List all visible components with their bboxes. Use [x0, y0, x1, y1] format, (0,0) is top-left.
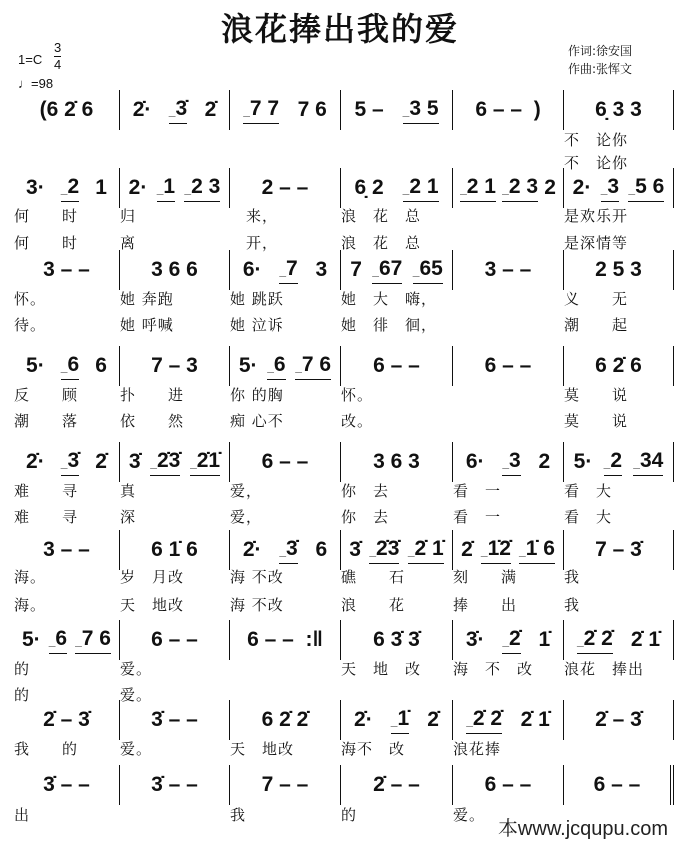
beamed-notes: _7 7 [243, 97, 279, 124]
lyric-text: 何 时 [14, 207, 79, 225]
lyric-text: 爱。 [120, 740, 153, 758]
beamed-notes: _6 [49, 627, 67, 654]
notes: 2̇· [132, 98, 152, 121]
lyric-text: 她 泣诉 [230, 316, 284, 334]
song-title: 浪花捧出我的爱 [220, 10, 459, 48]
measure [341, 765, 453, 805]
notes: 2̇ [461, 538, 473, 561]
lyric-text: 扑 进 [120, 386, 185, 404]
notes: 2 – – [261, 176, 309, 199]
lyric-text: 海。 [14, 596, 47, 614]
lyric-text: 我 的 [14, 740, 79, 758]
measure [341, 620, 453, 660]
lyric-text: 的 [341, 806, 358, 824]
notes: 3 – – [43, 258, 90, 281]
measure [564, 442, 674, 482]
staff-row [14, 442, 674, 482]
lyric-text: 出 [14, 806, 31, 824]
notes: 6 3̇ 3̇ [373, 628, 420, 651]
notes: 2̇· [26, 450, 45, 473]
beamed-notes: _7 [279, 257, 297, 284]
lyric-text: 她 跳跃 [230, 290, 284, 308]
lyric-text: 浪 花 总 [341, 234, 422, 252]
notes: 7 [350, 258, 362, 281]
notes: 6 – – :‖ [247, 628, 323, 651]
notes: 5· [22, 628, 41, 651]
beamed-notes: _2̇ 1̇ [408, 537, 444, 564]
lyric-text: 难 寻 [14, 482, 79, 500]
lyric-text: 开， [230, 234, 279, 252]
notes: 6 – – [593, 773, 641, 796]
lyric-text: 岁 月改 [120, 568, 185, 586]
lyric-text: 她 徘 徊， [341, 316, 438, 334]
lyric-text: 看 大 [564, 482, 613, 500]
beamed-notes: _3̇ [61, 449, 79, 476]
lyric-text: 莫 说 [564, 412, 629, 430]
beamed-notes: _6 [61, 353, 79, 380]
measure [564, 620, 674, 660]
measure [564, 168, 674, 208]
notes: 6 2̇ 6 [595, 354, 642, 377]
lyric-text: 待。 [14, 316, 47, 334]
beamed-notes: _6 [267, 353, 285, 380]
lyric-text: 看 大 [564, 508, 613, 526]
lyric-text: 刻 满 [453, 568, 518, 586]
measure [14, 620, 120, 660]
lyric-text: 海 不改 [230, 596, 284, 614]
measure [230, 250, 341, 290]
composer: 作曲:张恽文 [568, 62, 633, 76]
meter-top: 3 [54, 40, 62, 55]
lyric-text [230, 129, 341, 150]
measure [120, 346, 230, 386]
beamed-notes: _2̇ 2̇ [466, 707, 502, 734]
lyric-text: 不 论你 [564, 154, 629, 172]
notes: 6· [465, 450, 485, 473]
measure [564, 90, 674, 130]
lyric-text: 浪花 捧出 [564, 660, 645, 678]
lyric-line [14, 205, 674, 226]
beamed-notes: _2 [61, 175, 79, 202]
staff-row [14, 700, 674, 740]
notes: 7 – – [261, 773, 309, 796]
lyric-text: 海不 改 [341, 740, 406, 758]
notes: 2 5 3 [595, 258, 642, 281]
notes: 6 – – [484, 773, 532, 796]
lyric-text: 礁 石 [341, 568, 406, 586]
measure [453, 530, 564, 570]
lyric-text [453, 288, 564, 309]
beamed-notes: _2̇ [502, 627, 520, 654]
staff-row [14, 168, 674, 208]
lyricist: 作词:徐安国 [568, 44, 633, 58]
watermark: 本www.jcqupu.com [497, 818, 668, 840]
lyric-line [14, 480, 674, 501]
credits [568, 42, 632, 78]
beamed-notes: _3 [502, 449, 520, 476]
lyric-text [564, 738, 674, 759]
beamed-notes: _1 [157, 175, 175, 202]
notes: 6· [242, 258, 262, 281]
measure [564, 346, 674, 386]
lyric-text: 爱。 [453, 806, 486, 824]
beamed-notes: _2 3 [184, 175, 220, 202]
lyric-text: 天 地改 [230, 740, 295, 758]
measure [230, 346, 341, 386]
measure [230, 442, 341, 482]
notes: 1̇ [538, 628, 551, 651]
measure [120, 765, 230, 805]
lyric-text: 依 然 [120, 412, 185, 430]
measure [120, 530, 230, 570]
notes: 6 [315, 538, 328, 561]
measure [341, 700, 453, 740]
lyric-text: 海。 [14, 568, 47, 586]
notes: 3̇· [465, 628, 485, 651]
measure [14, 765, 120, 805]
beamed-notes: _3̇ [279, 537, 297, 564]
lyric-text [453, 129, 564, 150]
measure [120, 90, 230, 130]
lyric-text: 她 奔跑 [120, 290, 174, 308]
lyric-text: 她 大 嗨， [341, 290, 438, 308]
lyric-text: 浪 花 [341, 596, 406, 614]
notes: 6 – – [373, 354, 420, 377]
lyric-text [14, 129, 120, 150]
lyric-text: 爱， [230, 508, 263, 526]
notes: 2· [572, 176, 592, 199]
notes: 5 – [354, 98, 384, 121]
lyric-text: 来， [230, 207, 279, 225]
key-signature: 1=C [18, 52, 43, 67]
lyric-text: 的 [14, 686, 31, 704]
lyric-text: 爱。 [120, 686, 153, 704]
lyric-line [14, 288, 674, 309]
notes: 7 – 3 [151, 354, 198, 377]
lyric-text: 浪花捧 [453, 740, 502, 758]
measure [564, 250, 674, 290]
lyric-line [14, 594, 674, 615]
lyric-line [14, 410, 674, 431]
beamed-notes: _7 6 [75, 627, 111, 654]
notes: 2̇ – 3̇ [595, 708, 642, 731]
beamed-notes: _3 [601, 175, 619, 202]
notes: 5· [238, 354, 258, 377]
beamed-notes: _2̇1̇ [190, 449, 220, 476]
lyric-text: 归 [120, 207, 185, 225]
lyric-text: 难 寻 [14, 508, 79, 526]
measure [453, 250, 564, 290]
lyric-text: 捧 出 [453, 596, 518, 614]
notes: 2̇ [427, 708, 439, 731]
measure [230, 168, 341, 208]
meter-bottom: 4 [54, 57, 62, 72]
measure [341, 530, 453, 570]
notes: 3 6 6 [151, 258, 198, 281]
measure [120, 442, 230, 482]
notes: 2̇ [204, 98, 217, 121]
notes: 3 – – [43, 538, 90, 561]
beamed-notes: _67 [372, 257, 402, 284]
notes: 6 – – ) [475, 98, 541, 121]
lyric-text: 深 [120, 508, 137, 526]
lyric-text [453, 410, 564, 431]
lyric-text: 是深情等 [564, 234, 629, 252]
lyric-text: 怀。 [341, 386, 374, 404]
staff-row [14, 250, 674, 290]
measure [14, 530, 120, 570]
beamed-notes: _2̇3̇ [369, 537, 399, 564]
beamed-notes: _2 3 [502, 175, 538, 202]
lyric-text: 我 [564, 568, 581, 586]
notes: 2̇ 1̇ [630, 628, 661, 651]
lyric-text [341, 129, 453, 150]
notes: 5· [573, 450, 593, 473]
lyric-text: 我 [230, 806, 247, 824]
beamed-notes: _2 [604, 449, 622, 476]
measure [120, 168, 230, 208]
measure [341, 168, 453, 208]
measure [453, 168, 564, 208]
lyric-line [14, 566, 674, 587]
notes: 3 – – [484, 258, 532, 281]
lyric-text: 潮 落 [14, 412, 79, 430]
lyric-text [120, 804, 230, 825]
notes: 2· [128, 176, 148, 199]
lyric-text: 你 的胸 [230, 386, 284, 404]
measure [14, 168, 120, 208]
notes: 3· [26, 176, 45, 199]
measure [564, 765, 674, 805]
lyric-text: 浪 花 总 [341, 207, 422, 225]
lyric-text: 海 不 改 [453, 660, 534, 678]
measure [230, 90, 341, 130]
notes: 3̇ [349, 538, 361, 561]
beamed-notes: _7 6 [295, 353, 331, 380]
measure [453, 700, 564, 740]
measure [453, 442, 564, 482]
measure [230, 765, 341, 805]
lyric-line [14, 738, 674, 759]
measure [453, 620, 564, 660]
notes: 6 1̇ 6 [151, 538, 198, 561]
beamed-notes: _2 1 [403, 175, 439, 202]
measure [14, 442, 120, 482]
beamed-notes: _2̇ 2̇ [577, 627, 613, 654]
notes: 2̇ 1̇ [520, 708, 550, 731]
measure [453, 765, 564, 805]
lyric-text: 看 一 [453, 482, 502, 500]
beamed-notes: _34 [633, 449, 663, 476]
notes: 5· [26, 354, 45, 377]
beamed-notes: _65 [413, 257, 443, 284]
measure [341, 90, 453, 130]
lyric-text: 看 一 [453, 508, 502, 526]
beamed-notes: _1̇ 6 [519, 537, 555, 564]
tempo-marking: ♩=98 [18, 76, 54, 91]
time-signature [54, 40, 61, 73]
lyric-text [453, 205, 564, 226]
notes: 3̇ – – [151, 708, 198, 731]
notes: 3̇ [128, 450, 141, 473]
measure [341, 442, 453, 482]
lyric-text [230, 658, 341, 679]
lyric-line [14, 314, 674, 335]
lyric-text: 莫 说 [564, 386, 629, 404]
lyric-text: 义 无 [564, 290, 629, 308]
measure [453, 90, 564, 130]
beamed-notes: _2̇3̇ [150, 449, 180, 476]
lyric-text: 潮 起 [564, 316, 629, 334]
lyric-text: 是欢乐开 [564, 207, 629, 225]
lyric-text: 怀。 [14, 290, 47, 308]
notes: 2 [538, 450, 551, 473]
lyric-text: 反 顾 [14, 386, 79, 404]
measure [120, 620, 230, 660]
notes: 6 – – [151, 628, 198, 651]
staff-row [14, 530, 674, 570]
lyric-text: 天 地 改 [341, 660, 422, 678]
beamed-notes: _5 6 [628, 175, 664, 202]
measure [564, 530, 674, 570]
notes: 3 6 3 [373, 450, 420, 473]
notes: 6 [95, 354, 107, 377]
notes: 2̇· [354, 708, 373, 731]
lyric-text: 真 [120, 482, 137, 500]
beamed-notes: _3 5 [403, 97, 439, 124]
beamed-notes: _2 1 [460, 175, 496, 202]
notes: 3 [315, 258, 328, 281]
staff-row [14, 620, 674, 660]
measure [341, 346, 453, 386]
lyric-line [14, 129, 674, 150]
beamed-notes: _1̇ [391, 707, 409, 734]
measure [14, 250, 120, 290]
measure [341, 250, 453, 290]
lyric-text: 我 [564, 596, 581, 614]
lyric-text: 海 不改 [230, 568, 284, 586]
measure [14, 346, 120, 386]
lyric-text: 离 [120, 234, 185, 252]
lyric-text: 爱。 [120, 660, 153, 678]
measure [230, 700, 341, 740]
notes: 3̇ – – [43, 773, 90, 796]
lyric-text: 爱， [230, 482, 263, 500]
lyric-text [453, 314, 564, 335]
lyric-text: 天 地改 [120, 596, 185, 614]
notes: 6 2̇ 2̇ [261, 708, 309, 731]
notes: 1 [95, 176, 107, 199]
measure [14, 90, 120, 130]
lyric-line [14, 658, 674, 679]
lyric-line [14, 506, 674, 527]
measure [564, 700, 674, 740]
staff-row [14, 90, 674, 130]
lyric-text: 改。 [341, 412, 374, 430]
notes: 6 – – [261, 450, 309, 473]
notes: 3̇ – – [151, 773, 198, 796]
notes: (6 2̇ 6 [39, 98, 94, 121]
notes: 6̣ 2 [354, 176, 384, 199]
notes: 6̣ 3 3 [595, 98, 642, 121]
lyric-text: 何 时 [14, 234, 79, 252]
notes: 2 [544, 176, 556, 199]
beamed-notes: _3̇ [169, 97, 187, 124]
staff-row [14, 765, 674, 805]
measure [120, 250, 230, 290]
measure [230, 620, 341, 660]
notes: 7 – 3̇ [595, 538, 642, 561]
notes: 2̇ [95, 450, 107, 473]
lyric-text [453, 384, 564, 405]
lyric-line [14, 384, 674, 405]
staff-row [14, 346, 674, 386]
notes: 2̇ – – [373, 773, 420, 796]
notes: 2̇· [242, 538, 262, 561]
notes: 2̇ – 3̇ [43, 708, 90, 731]
measure [230, 530, 341, 570]
measure [14, 700, 120, 740]
lyric-text: 你 去 [341, 508, 390, 526]
lyric-text: 你 去 [341, 482, 390, 500]
notes: 7 6 [297, 98, 327, 121]
measure [453, 346, 564, 386]
beamed-notes: _1̇2̇ [481, 537, 511, 564]
notes: 6 – – [484, 354, 532, 377]
lyric-text: 她 呼喊 [120, 316, 174, 334]
lyric-text: 不 论你 [564, 131, 629, 149]
lyric-text: 痴 心不 [230, 412, 284, 430]
lyric-text [120, 129, 230, 150]
measure [120, 700, 230, 740]
lyric-text: 的 [14, 660, 31, 678]
